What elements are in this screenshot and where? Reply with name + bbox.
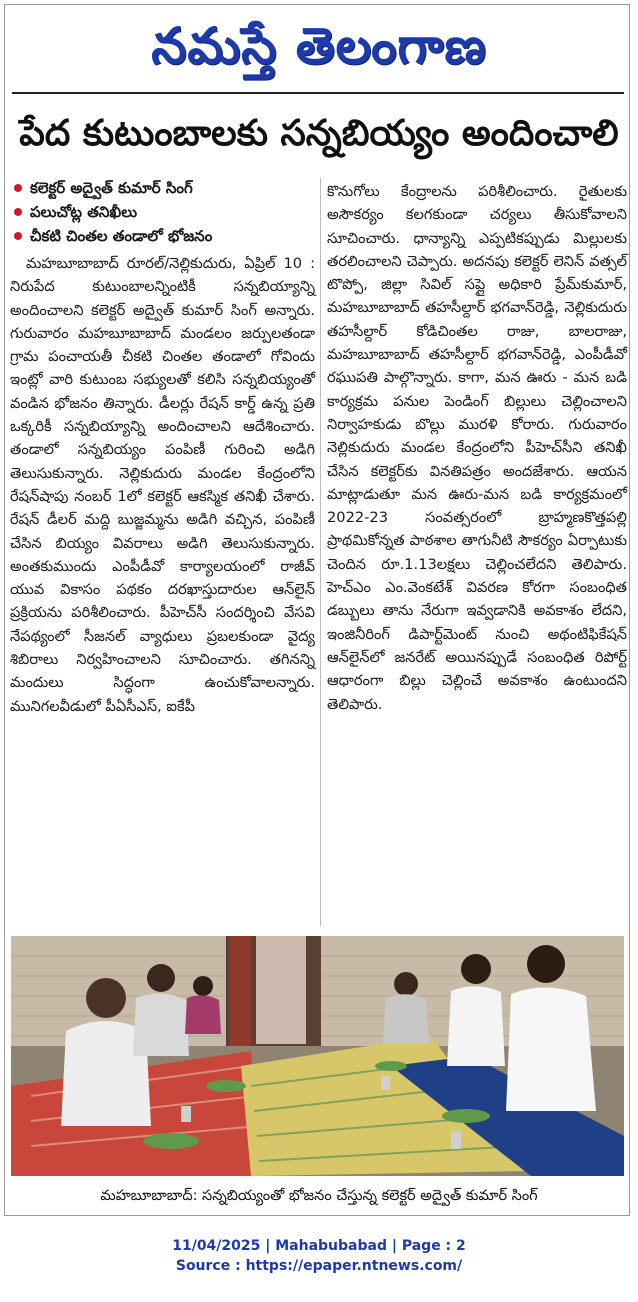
highlight-item: పలుచోట్ల తనిఖీలు [10, 200, 315, 224]
photo-caption: మహబూబాబాద్: సన్నబియ్యంతో భోజనం చేస్తున్న కలెక్టర్ అద్వైత్ కుమార్ సింగ్ [100, 1188, 538, 1204]
photo-illustration [11, 936, 624, 1176]
article-headline: పేద కుటుంబాలకు సన్నబియ్యం అందించాలి [19, 113, 619, 154]
article-photo [11, 936, 624, 1176]
column-divider [320, 178, 321, 926]
source-link[interactable]: Source : https://epaper.ntnews.com/ [175, 1258, 463, 1274]
masthead-title: నమస్తే తెలంగాణ [151, 17, 487, 75]
highlight-item: కలెక్టర్ అద్వైత్ కుమార్ సింగ్ [10, 176, 315, 200]
article-left-column [10, 176, 315, 718]
article-body-left: మహబూబాబాద్ రూరల్/నెల్లికుదురు, ఏప్రిల్ 10 : నిరుపేద కుటుంబాలన్నింటికీ సన్నబియ్యాన్ని అందించాలని కలెక్టర్ అద్వైత్ కుమార్ సింగ్ అన్నారు. గురువారం మహబూబాబాద్ మండలం జర్పులతండా గ్రామ పంచాయతీ చీకటి చింతల తండాలో గోవిందు ఇంట్లో వారి కుటుంబ సభ్యులతో కలిసి సన్నబియ్యంతో వండిన భోజనం తిన్నారు. డీలర్లు రేషన్ కార్డ్ ఉన్న ప్రతి ఒక్కరికీ సన్నబియ్యాన్ని అందించాలని ఆదేశించారు. తండాలో సన్నబియ్యం పంపిణీ గురించి అడిగి తెలుసుకున్నారు. నెల్లికుదురు మండల కేంద్రంలోని రేషన్‌షాపు నంబర్ 1లో కలెక్టర్ ఆకస్మిక తనిఖీ చేశారు. రేషన్ డీలర్ మద్ది బుజ్జమ్మను అడిగి వచ్చిన, పంపిణీ చేసిన బియ్యం వివరాలు అడిగి తెలుసుకున్నారు. అంతకుముందు ఎంపీడీవో కార్యాలయంలో రాజీవ్ యువ వికాసం పథకం దరఖాస్తుదారుల ఆన్‌లైన్ ప్రక్రియను పరిశీలించారు. పీహెచ్‌సీ సందర్శించి వేసవి నేపథ్యంలో సీజనల్ వ్యాధులు ప్రబలకుండా వైద్య శిబిరాలు నిర్వహించాలని సూచించారు. తగినన్ని మందులు సిద్ధంగా ఉంచుకోవాలన్నారు. మునిగలవీడులో పీఏసీఎస్, ఐకేపీ [10, 255, 315, 715]
highlight-item: చీకటి చింతల తండాలో భోజనం [10, 224, 315, 248]
masthead-rule [12, 92, 624, 94]
highlights-list [10, 176, 315, 248]
article-body-right: కొనుగోలు కేంద్రాలను పరిశీలించారు. రైతులకు అసౌకర్యం కలగకుండా చర్యలు తీసుకోవాలని సూచించారు. ధాన్యాన్ని ఎప్పటికప్పుడు మిల్లులకు తరలించాలని చెప్పారు. అదనపు కలెక్టర్ లెనిన్ వత్సల్ టొప్పో, జిల్లా సివిల్ సప్లై అధికారి ప్రేమ్‌కుమార్, మహబూబాబాద్ తహసీల్దార్ భగవాన్‌రెడ్డి, నెల్లికుదురు తహసీల్దార్ కోడిచింతల రాజు, బాలరాజు, మహబూబాబాద్ తహసీల్దార్ భగవాన్‌రెడ్డి, ఎంపీడీవో రఘుపతి పాల్గొన్నారు. కాగా, మన ఊరు - మన బడి కార్యక్రమ పనుల పెండింగ్ బిల్లులు చెల్లించాలని నిర్వాహకుడు బొల్లు మురళి కోరారు. గురువారం నెల్లికుదురు మండల కేంద్రంలోని పీహెచ్‌సీని తనిఖీ చేసిన కలెక్టర్‌కు వినతిపత్రం అందజేశారు. ఆయన మాట్లాడుతూ మన ఊరు-మన బడి కార్యక్రమంలో 2022-23 సంవత్సరంలో బ్రాహ్మణకొత్తపల్లి ప్రాథమికోన్నత పాఠశాల తాగునీటి సౌకర్యం ఏర్పాటుకు చెందిన రూ.1.13లక్షలు చెల్లించలేదని తెలిపారు. హెచ్‌ఎం ఎం.వెంకటేశ్ వివరణ కోరగా సంబంధిత డబ్బులు తాను నేరుగా ఇవ్వడానికి అవకాశం లేదని, ఇంజినీరింగ్ డిపార్ట్‌మెంట్ నుంచి అథంటిఫికేషన్ ఆన్‌లైన్‌లో జనరేట్ అయినప్పుడే సంబంధిత రిపోర్ట్ ఆధారంగా బిల్లు చెల్లించే అవకాశం ఉంటుందని తెలిపారు. [327, 183, 627, 713]
edition-info: 11/04/2025 | Mahabubabad | Page : 2 [172, 1238, 466, 1254]
article-right-column [327, 180, 627, 716]
